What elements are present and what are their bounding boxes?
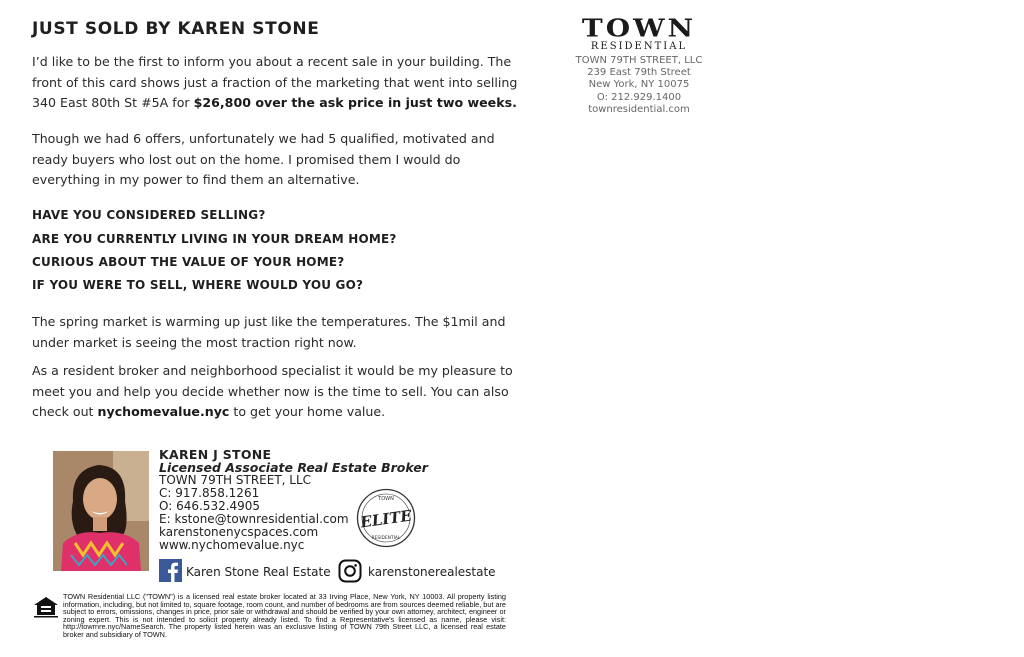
town-logo	[563, 15, 715, 52]
office-address	[553, 55, 725, 116]
question-2: ARE YOU CURRENTLY LIVING IN YOUR DREAM HOME?	[32, 232, 397, 246]
logo-word: TOWN	[581, 14, 697, 43]
logo-sub: RESIDENTIAL	[590, 41, 688, 52]
intro-paragraph	[32, 52, 522, 114]
badge-main: ELITE	[359, 506, 413, 532]
market-paragraph: The spring market is warming up just like the temperatures. The $1mil and under market is seeing the most traction right now.	[32, 314, 506, 350]
agent-site-2[interactable]: www.nychomevalue.nyc	[159, 538, 305, 552]
agent-office-phone: O: 646.532.4905	[159, 499, 261, 513]
question-4: IF YOU WERE TO SELL, WHERE WOULD YOU GO?	[32, 278, 364, 292]
badge-top: TOWN	[378, 496, 394, 502]
office-city: New York, NY 10075	[588, 79, 690, 91]
intro-text: I’d like to be the first to inform you about a recent sale in your building. The front of this card shows just a fraction of the marketing that went into selling 340 East 80th St #5A for	[32, 54, 518, 110]
cta-text: As a resident broker and neighborhood specialist it would be my pleasure to meet you and help you decide whether now is the time to sell. You can also check out	[32, 363, 513, 419]
question-3: CURIOUS ABOUT THE VALUE OF YOUR HOME?	[32, 255, 345, 269]
agent-title: Licensed Associate Real Estate Broker	[159, 460, 428, 475]
agent-photo	[53, 451, 149, 571]
elite-badge-icon	[356, 488, 416, 548]
legal-disclaimer: TOWN Residential LLC ("TOWN") is a licensed real estate broker located at 33 Irving Place, New York, NY 10003. All property listing information, including, but not limited to, square footage, room count, and number of bedrooms are from sources deemed reliable, but are subject to errors, omissions, changes in price, prior sale or withdrawal and should be verified by your own attorney, architect, engineer or zoning expert. This is not intended to solicit property already listed. To find a Representative's licensed as name, please visit: http://towrnre.nyc/NameSearch. The property listed herein was an exclusive listing of TOWN 79th Street LLC, a licensed real estate broker and subsidiary of TOWN.	[63, 592, 506, 639]
headline: JUST SOLD BY KAREN STONE	[32, 19, 320, 39]
cta-after: to get your home value.	[229, 404, 386, 419]
facebook-label[interactable]: Karen Stone Real Estate	[186, 565, 331, 579]
instagram-icon[interactable]	[338, 559, 362, 583]
agent-name: KAREN J STONE	[159, 447, 272, 462]
office-phone: O: 212.929.1400	[596, 91, 682, 103]
agent-cell: C: 917.858.1261	[159, 486, 260, 500]
home-value-link[interactable]: nychomevalue.nyc	[97, 404, 230, 419]
office-web[interactable]: townresidential.com	[588, 103, 690, 115]
intro-highlight: $26,800 over the ask price in just two weeks.	[193, 95, 517, 110]
agent-email[interactable]: E: kstone@townresidential.com	[159, 512, 349, 526]
equal-housing-icon	[33, 596, 59, 618]
cta-paragraph	[32, 361, 522, 423]
question-1: HAVE YOU CONSIDERED SELLING?	[32, 208, 266, 222]
badge-bottom: RESIDENTIAL	[371, 536, 401, 541]
agent-company: TOWN 79TH STREET, LLC	[159, 473, 312, 487]
office-street: 239 East 79th Street	[587, 67, 691, 79]
office-company: TOWN 79TH STREET, LLC	[575, 55, 703, 66]
facebook-icon[interactable]	[159, 559, 182, 582]
offers-paragraph: Though we had 6 offers, unfortunately we had 5 qualified, motivated and ready buyers who lost out on the home. I promised them I would do everything in my power to find them an alternative.	[32, 131, 495, 187]
agent-site-1[interactable]: karenstonenycspaces.com	[159, 525, 319, 539]
instagram-label[interactable]: karenstonerealestate	[368, 565, 496, 579]
